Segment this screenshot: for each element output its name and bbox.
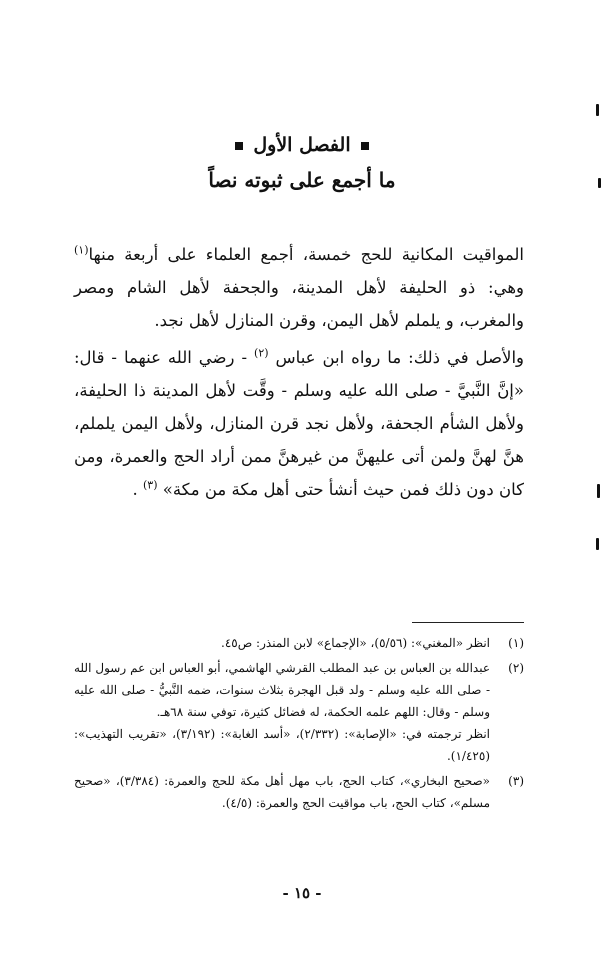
margin-mark: [596, 538, 599, 550]
footnote-line: عبدالله بن العباس بن عبد المطلب القرشي الهاشمي، أبو العباس ابن عم رسول الله - صلى الله عليه وسلم - ولد قبل الهجرة بثلاث سنوات، ضمه النَّبيُّ - صلى الله عليه وسلم - وقال: اللهم علمه الحكمة، له فضائل كثيرة، توفي سنة ٦٨هـ.: [74, 661, 490, 719]
margin-mark: [597, 484, 600, 498]
footnote-ref[interactable]: (١): [74, 243, 89, 257]
footnote-line: «صحيح البخاري»، كتاب الحج، باب مهل أهل مكة للحج والعمرة: (٣/٣٨٤)، «صحيح مسلم»، كتاب الحج، باب مواقيت الحج والعمرة: (٤/٥).: [74, 774, 490, 810]
footnote: [74, 657, 524, 767]
paragraph: [74, 238, 524, 337]
paragraph-text: المواقيت المكانية للحج خمسة، أجمع العلماء على أربعة منها: [88, 245, 524, 264]
margin-mark: [596, 104, 599, 116]
page-number: - ١٥ -: [282, 884, 322, 902]
footnote-body: [74, 770, 490, 814]
paragraph-end: .: [132, 480, 138, 499]
footnote-divider: [412, 622, 524, 623]
chapter-heading: [0, 134, 604, 156]
chapter-subtitle: ما أجمع على ثبوته نصاً: [208, 168, 396, 192]
footnote-body: [74, 632, 490, 654]
footnote-number: (٢): [508, 661, 524, 675]
footnotes: [74, 632, 524, 817]
chapter-title: الفصل الأول: [253, 134, 351, 156]
footnote: [74, 770, 524, 814]
footnote: [74, 632, 524, 654]
footnote-number: (١): [508, 636, 524, 650]
paragraph-text: والأصل في ذلك: ما رواه ابن عباس: [275, 348, 525, 367]
footnote-number: (٣): [508, 774, 524, 788]
footnote-ref[interactable]: (٢): [254, 346, 269, 360]
footnote-body: [74, 657, 490, 767]
square-bullet-icon: [361, 142, 369, 150]
paragraph-text: - رضي الله عنهما - قال: «إنَّ النَّبيَّ - صلى الله عليه وسلم - وقَّت لأهل المدينة ذا الحليفة، ولأهل الشأم الجحفة، ولأهل نجد قرن المنازل، ولأهل اليمن يلملم، هنَّ لهنَّ ولمن أتى عليهنَّ من غيرهنَّ ممن أراد الحج والعمرة، ومن كان دون ذلك فمن حيث أنشأ حتى أهل مكة من مكة»: [74, 348, 524, 499]
square-bullet-icon: [235, 142, 243, 150]
footnote-line: انظر ترجمته في: «الإصابة»: (٢/٣٣٢)، «أسد الغابة»: (٣/١٩٢)، «تقريب التهذيب»: (١/٤٢٥).: [74, 727, 490, 763]
footnote-ref[interactable]: (٣): [142, 478, 158, 492]
footnote-line: انظر «المغني»: (٥/٥٦)، «الإجماع» لابن المنذر: ص٤٥.: [221, 636, 490, 650]
paragraph: [74, 341, 524, 506]
paragraph-text: وهي: ذو الحليفة لأهل المدينة، والجحفة لأهل الشام ومصر والمغرب، و يلملم لأهل اليمن، وقرن المنازل لأهل نجد.: [74, 278, 524, 330]
main-text: [74, 238, 524, 510]
